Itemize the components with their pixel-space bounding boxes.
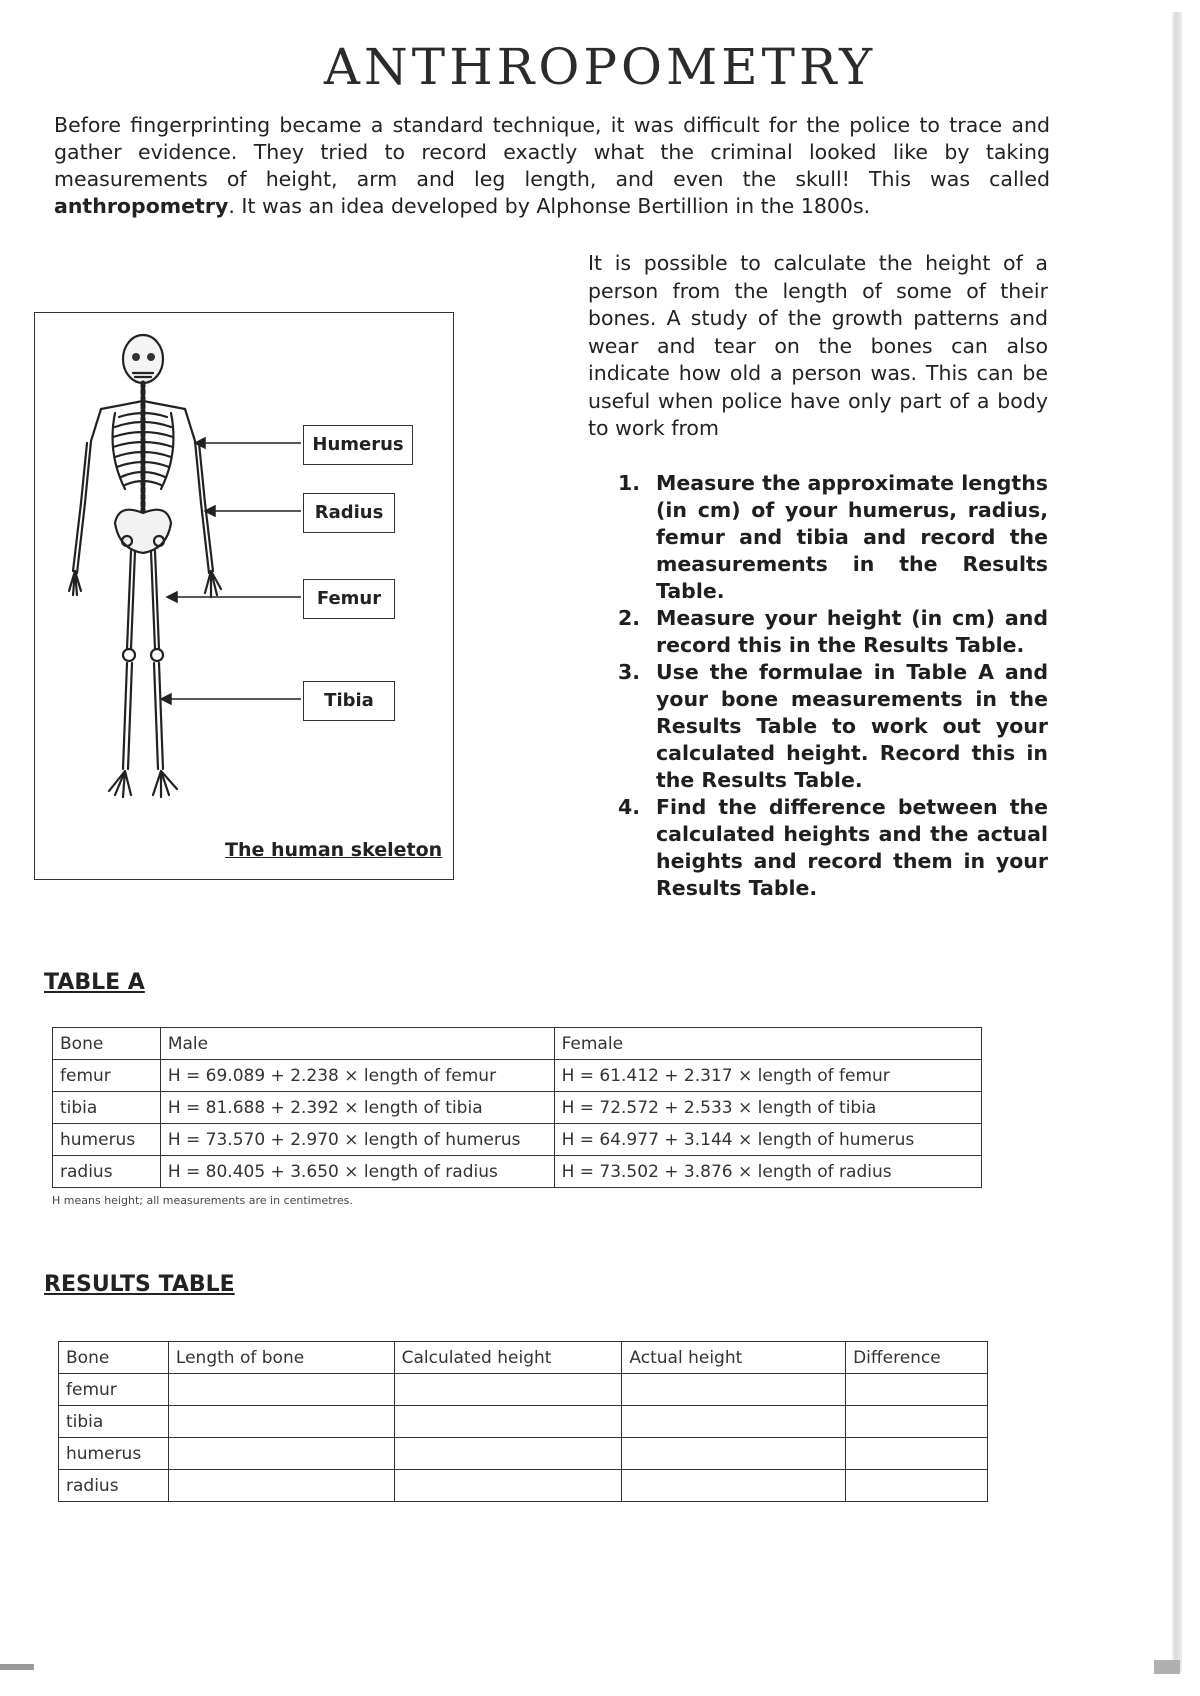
label-tibia: Tibia bbox=[303, 681, 395, 721]
intro-paragraph bbox=[54, 112, 1050, 220]
table-cell: H = 64.977 + 3.144 × length of humerus bbox=[554, 1124, 981, 1156]
table-cell bbox=[622, 1374, 846, 1406]
table-cell bbox=[168, 1438, 394, 1470]
table-cell: H = 80.405 + 3.650 × length of radius bbox=[160, 1156, 554, 1188]
table-row bbox=[59, 1470, 988, 1502]
table-cell bbox=[394, 1438, 622, 1470]
table-cell bbox=[846, 1438, 988, 1470]
table-header-row bbox=[53, 1028, 982, 1060]
table-cell: tibia bbox=[53, 1092, 161, 1124]
step-text: Measure the approximate lengths (in cm) of your humerus, radius, femur and tibia and record the measurements in the Results Table. bbox=[656, 471, 1048, 603]
table-row bbox=[59, 1406, 988, 1438]
label-femur: Femur bbox=[303, 579, 395, 619]
table-cell: H = 73.502 + 3.876 × length of radius bbox=[554, 1156, 981, 1188]
step-text: Use the formulae in Table A and your bone measurements in the Results Table to work out your calculated height. Record this in the Results Table. bbox=[656, 660, 1048, 792]
step-text: Find the difference between the calculated heights and the actual heights and record them in your Results Table. bbox=[656, 795, 1048, 900]
label-humerus: Humerus bbox=[303, 425, 413, 465]
step-number: 4. bbox=[618, 795, 641, 819]
header-cell: Bone bbox=[53, 1028, 161, 1060]
scan-corner-mark bbox=[0, 1664, 34, 1670]
table-cell bbox=[846, 1406, 988, 1438]
header-cell: Difference bbox=[846, 1342, 988, 1374]
table-a-footnote: H means height; all measurements are in centimetres. bbox=[52, 1194, 353, 1207]
step-text: Measure your height (in cm) and record this in the Results Table. bbox=[656, 606, 1048, 657]
table-cell bbox=[622, 1470, 846, 1502]
table-cell: femur bbox=[53, 1060, 161, 1092]
table-cell bbox=[168, 1470, 394, 1502]
table-cell bbox=[846, 1374, 988, 1406]
header-cell: Bone bbox=[59, 1342, 169, 1374]
intro-text-2: . It was an idea developed by Alphonse Bertillion in the 1800s. bbox=[228, 194, 871, 218]
table-cell bbox=[168, 1374, 394, 1406]
table-cell: humerus bbox=[53, 1124, 161, 1156]
figure-caption: The human skeleton bbox=[225, 839, 443, 861]
table-cell bbox=[622, 1406, 846, 1438]
header-cell: Actual height bbox=[622, 1342, 846, 1374]
scan-corner-mark-right bbox=[1154, 1660, 1180, 1674]
step-item bbox=[618, 659, 1048, 794]
height-paragraph: It is possible to calculate the height of a person from the length of some of their bones. A study of the growth patterns and wear and tear on the bones can also indicate how old a person was. This can be useful when police have only part of a body to work from bbox=[588, 251, 1048, 440]
table-cell: H = 81.688 + 2.392 × length of tibia bbox=[160, 1092, 554, 1124]
step-item bbox=[618, 605, 1048, 659]
header-cell: Male bbox=[160, 1028, 554, 1060]
scan-page-edge bbox=[1172, 12, 1182, 1672]
table-cell: femur bbox=[59, 1374, 169, 1406]
header-cell: Length of bone bbox=[168, 1342, 394, 1374]
table-cell: H = 72.572 + 2.533 × length of tibia bbox=[554, 1092, 981, 1124]
step-number: 2. bbox=[618, 606, 641, 630]
table-cell: humerus bbox=[59, 1438, 169, 1470]
table-row bbox=[59, 1374, 988, 1406]
table-cell bbox=[622, 1438, 846, 1470]
results-table bbox=[58, 1341, 988, 1502]
step-item bbox=[618, 470, 1048, 605]
table-a-heading: TABLE A bbox=[44, 970, 145, 995]
intro-term: anthropometry bbox=[54, 194, 229, 218]
table-cell bbox=[168, 1406, 394, 1438]
step-number: 3. bbox=[618, 660, 641, 684]
table-cell bbox=[394, 1470, 622, 1502]
table-row bbox=[59, 1438, 988, 1470]
table-cell: tibia bbox=[59, 1406, 169, 1438]
formula-table bbox=[52, 1027, 982, 1188]
intro-text-1: Before fingerprinting became a standard technique, it was difficult for the police to trace and gather evidence. They tried to record exactly what the criminal looked like by taking measurements of height, arm and leg length, and even the skull! This was called bbox=[54, 113, 1050, 191]
header-cell: Female bbox=[554, 1028, 981, 1060]
table-cell: H = 73.570 + 2.970 × length of humerus bbox=[160, 1124, 554, 1156]
header-cell: Calculated height bbox=[394, 1342, 622, 1374]
table-cell: H = 61.412 + 2.317 × length of femur bbox=[554, 1060, 981, 1092]
page-title: ANTHROPOMETRY bbox=[323, 38, 877, 96]
table-row bbox=[53, 1124, 982, 1156]
instruction-steps bbox=[618, 470, 1048, 902]
results-table-heading: RESULTS TABLE bbox=[44, 1272, 235, 1297]
skeleton-figure bbox=[34, 312, 454, 880]
table-cell bbox=[394, 1406, 622, 1438]
table-row bbox=[53, 1060, 982, 1092]
table-header-row bbox=[59, 1342, 988, 1374]
table-cell: H = 69.089 + 2.238 × length of femur bbox=[160, 1060, 554, 1092]
table-cell: radius bbox=[53, 1156, 161, 1188]
label-radius: Radius bbox=[303, 493, 395, 533]
table-row bbox=[53, 1092, 982, 1124]
table-cell bbox=[394, 1374, 622, 1406]
step-number: 1. bbox=[618, 471, 641, 495]
table-row bbox=[53, 1156, 982, 1188]
table-cell: radius bbox=[59, 1470, 169, 1502]
table-cell bbox=[846, 1470, 988, 1502]
step-item bbox=[618, 794, 1048, 902]
